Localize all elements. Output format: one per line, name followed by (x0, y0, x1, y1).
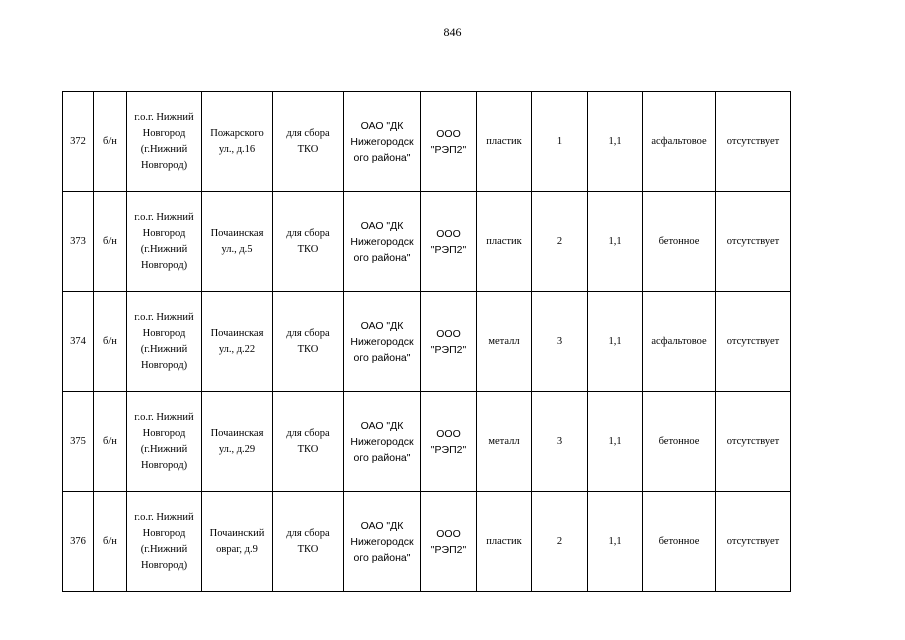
municipality-line: Новгород) (140, 359, 188, 371)
owner-line: ого района" (353, 451, 411, 464)
document-cell: б/н (94, 292, 127, 392)
address-line: Почаинский (209, 527, 265, 539)
owner-line: Нижегородск (350, 435, 414, 448)
container-volume-cell: 1,1 (588, 492, 643, 592)
fence-cell: отсутствует (716, 292, 791, 392)
owner-line: Нижегородск (350, 235, 414, 248)
operator-line: "РЭП2" (430, 543, 467, 556)
fence-cell: отсутствует (716, 492, 791, 592)
material-cell: металл (477, 292, 532, 392)
municipality-line: г.о.г. Нижний (134, 111, 194, 123)
operator-cell (421, 192, 477, 292)
operator-cell (421, 292, 477, 392)
purpose-cell (273, 392, 344, 492)
purpose-line: для сбора (286, 427, 330, 439)
municipality-line: (г.Нижний (140, 143, 188, 155)
row-number-cell: 372 (63, 92, 94, 192)
material-cell: пластик (477, 192, 532, 292)
container-volume-cell: 1,1 (588, 192, 643, 292)
address-line: Пожарского (210, 127, 264, 139)
address-cell (202, 492, 273, 592)
owner-cell (344, 292, 421, 392)
purpose-cell (273, 492, 344, 592)
owner-line: ого района" (353, 551, 411, 564)
container-volume-cell: 1,1 (588, 92, 643, 192)
municipality-line: г.о.г. Нижний (134, 211, 194, 223)
material-cell: пластик (477, 492, 532, 592)
purpose-line: ТКО (297, 343, 319, 355)
row-number-cell: 376 (63, 492, 94, 592)
address-cell (202, 192, 273, 292)
address-line: овраг, д.9 (216, 543, 258, 555)
municipality-line: г.о.г. Нижний (134, 411, 194, 423)
address-cell (202, 392, 273, 492)
municipality-line: г.о.г. Нижний (134, 311, 194, 323)
purpose-line: ТКО (297, 243, 319, 255)
municipality-cell (127, 292, 202, 392)
operator-cell (421, 92, 477, 192)
operator-line: "РЭП2" (430, 443, 467, 456)
municipality-cell (127, 392, 202, 492)
fence-cell: отсутствует (716, 392, 791, 492)
owner-line: ОАО "ДК (360, 419, 404, 432)
operator-line: "РЭП2" (430, 243, 467, 256)
address-line: Почаинская (210, 427, 264, 439)
address-line: Почаинская (210, 327, 264, 339)
operator-line: "РЭП2" (430, 343, 467, 356)
address-line: ул., д.29 (218, 443, 256, 455)
document-cell: б/н (94, 392, 127, 492)
owner-line: Нижегородск (350, 535, 414, 548)
owner-cell (344, 92, 421, 192)
municipality-line: Новгород) (140, 259, 188, 271)
owner-line: ого района" (353, 251, 411, 264)
purpose-line: ТКО (297, 543, 319, 555)
purpose-line: для сбора (286, 127, 330, 139)
fence-cell: отсутствует (716, 92, 791, 192)
surface-type-cell: бетонное (643, 392, 716, 492)
operator-line: ООО (436, 227, 461, 240)
owner-line: ого района" (353, 151, 411, 164)
owner-cell (344, 192, 421, 292)
municipality-line: Новгород) (140, 159, 188, 171)
municipality-line: Новгород (142, 227, 186, 239)
material-cell: пластик (477, 92, 532, 192)
municipality-line: Новгород (142, 427, 186, 439)
address-cell (202, 92, 273, 192)
address-cell (202, 292, 273, 392)
owner-line: Нижегородск (350, 335, 414, 348)
table-row (63, 292, 791, 392)
municipality-line: (г.Нижний (140, 243, 188, 255)
purpose-line: для сбора (286, 527, 330, 539)
container-volume-cell: 1,1 (588, 392, 643, 492)
municipality-line: (г.Нижний (140, 343, 188, 355)
operator-line: ООО (436, 427, 461, 440)
purpose-cell (273, 292, 344, 392)
municipality-line: Новгород (142, 127, 186, 139)
address-line: ул., д.16 (218, 143, 256, 155)
row-number-cell: 374 (63, 292, 94, 392)
municipality-line: г.о.г. Нижний (134, 511, 194, 523)
surface-type-cell: асфальтовое (643, 292, 716, 392)
purpose-cell (273, 92, 344, 192)
surface-type-cell: асфальтовое (643, 92, 716, 192)
container-count-cell: 3 (532, 392, 588, 492)
table-row (63, 392, 791, 492)
purpose-cell (273, 192, 344, 292)
page-number: 846 (443, 25, 462, 39)
surface-type-cell: бетонное (643, 492, 716, 592)
row-number-cell: 375 (63, 392, 94, 492)
owner-line: ОАО "ДК (360, 219, 404, 232)
municipality-line: Новгород) (140, 559, 188, 571)
owner-line: ого района" (353, 351, 411, 364)
address-line: ул., д.22 (218, 343, 256, 355)
operator-line: ООО (436, 327, 461, 340)
municipality-line: Новгород) (140, 459, 188, 471)
address-line: ул., д.5 (221, 243, 253, 255)
municipality-line: (г.Нижний (140, 543, 188, 555)
municipality-line: (г.Нижний (140, 443, 188, 455)
purpose-line: для сбора (286, 327, 330, 339)
table-body (63, 92, 791, 592)
address-line: Почаинская (210, 227, 264, 239)
purpose-line: ТКО (297, 143, 319, 155)
container-count-cell: 2 (532, 192, 588, 292)
operator-cell (421, 392, 477, 492)
document-cell: б/н (94, 92, 127, 192)
purpose-line: ТКО (297, 443, 319, 455)
document-cell: б/н (94, 492, 127, 592)
table-row (63, 192, 791, 292)
row-number-cell: 373 (63, 192, 94, 292)
operator-cell (421, 492, 477, 592)
owner-cell (344, 392, 421, 492)
purpose-line: для сбора (286, 227, 330, 239)
municipality-line: Новгород (142, 527, 186, 539)
container-count-cell: 3 (532, 292, 588, 392)
table-row (63, 92, 791, 192)
material-cell: металл (477, 392, 532, 492)
container-count-cell: 1 (532, 92, 588, 192)
operator-line: ООО (436, 127, 461, 140)
table-row (63, 492, 791, 592)
waste-sites-table (62, 91, 791, 592)
container-volume-cell: 1,1 (588, 292, 643, 392)
container-count-cell: 2 (532, 492, 588, 592)
operator-line: "РЭП2" (430, 143, 467, 156)
owner-line: ОАО "ДК (360, 119, 404, 132)
owner-cell (344, 492, 421, 592)
municipality-cell (127, 92, 202, 192)
fence-cell: отсутствует (716, 192, 791, 292)
operator-line: ООО (436, 527, 461, 540)
municipality-cell (127, 192, 202, 292)
document-cell: б/н (94, 192, 127, 292)
owner-line: ОАО "ДК (360, 319, 404, 332)
owner-line: ОАО "ДК (360, 519, 404, 532)
owner-line: Нижегородск (350, 135, 414, 148)
municipality-cell (127, 492, 202, 592)
surface-type-cell: бетонное (643, 192, 716, 292)
municipality-line: Новгород (142, 327, 186, 339)
